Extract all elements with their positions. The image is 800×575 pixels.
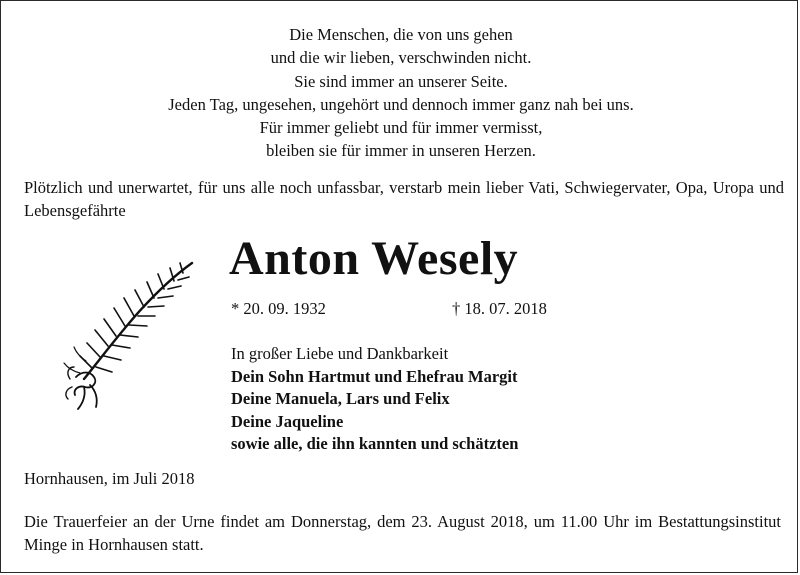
mourners-intro: In großer Liebe und Dankbarkeit (231, 344, 449, 363)
poem-line: Die Menschen, die von uns gehen (289, 25, 513, 44)
poem-line: Jeden Tag, ungesehen, ungehört und dennoch immer ganz nah bei uns. (168, 94, 634, 114)
palm-branch-icon (56, 251, 206, 411)
ceremony-info: Die Trauerfeier an der Urne findet am Donnerstag, dem 23. August 2018, um 11.00 Uhr im Bestattungsinstitut Minge in Hornhausen statt. (24, 512, 781, 554)
deceased-name: Anton Wesely (229, 232, 519, 285)
mourner-line: Deine Manuela, Lars und Felix (231, 389, 450, 408)
poem-line: bleiben sie für immer in unseren Herzen. (266, 141, 536, 161)
poem-line: Für immer geliebt und für immer vermisst, (259, 118, 543, 138)
mourner-line: Dein Sohn Hartmut und Ehefrau Margit (231, 366, 518, 386)
mourner-line: sowie alle, die ihn kannten und schätzten (231, 434, 519, 453)
poem-line: und die wir lieben, verschwinden nicht. (270, 48, 532, 68)
mourner-line: Deine Jaqueline (231, 411, 344, 431)
mourners-list (231, 343, 518, 456)
poem-line: Sie sind immer an unserer Seite. (294, 71, 508, 91)
death-date: † 18. 07. 2018 (452, 299, 547, 318)
announcement-intro: Plötzlich und unerwartet, für uns alle noch unfassbar, verstarb mein lieber Vati, Schwiegervater, Opa, Uropa und Lebensgefährte (24, 178, 784, 220)
birth-date: * 20. 09. 1932 (231, 299, 326, 318)
memorial-poem (1, 23, 800, 163)
place-and-date: Hornhausen, im Juli 2018 (24, 469, 195, 488)
